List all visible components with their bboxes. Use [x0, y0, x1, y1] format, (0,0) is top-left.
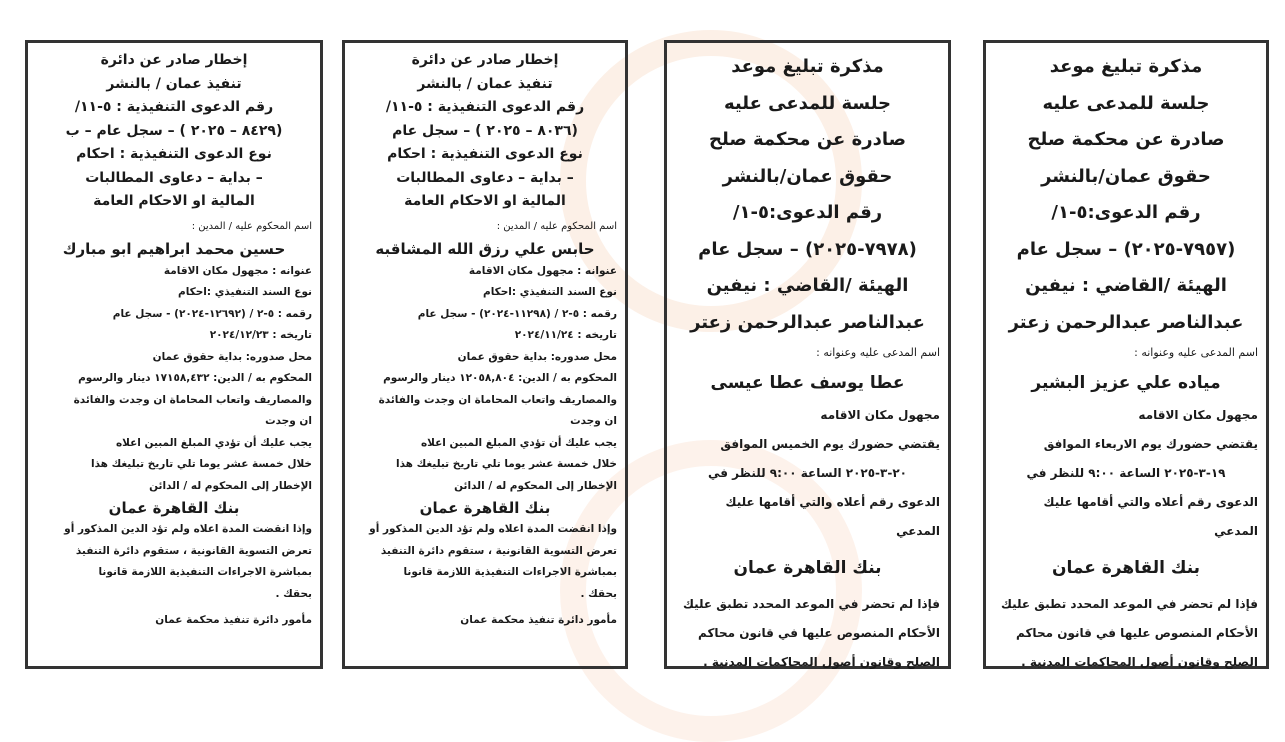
- notice-body-line: عنوانه : مجهول مكان الاقامة: [468, 264, 617, 277]
- notice-body-line: المدعي: [1214, 524, 1258, 538]
- notice-title-line: إخطار صادر عن دائرة: [411, 52, 559, 68]
- notice-title-line: رقم الدعوى:٥-١/: [1051, 202, 1201, 223]
- notice-title-line: جلسة للمدعى عليه: [723, 92, 892, 114]
- notice-title-line: المالية او الاحكام العامة: [93, 193, 255, 209]
- notice-name-line: حابس علي رزق الله المشاقبه: [375, 239, 595, 258]
- notice-body-line: وإذا انقضت المدة اعلاه ولم تؤد الدين المذكور أو: [64, 523, 312, 535]
- notice-body-line: والمصاريف واتعاب المحاماة ان وجدت والفائدة: [378, 393, 617, 406]
- notice-title-line: نوع الدعوى التنفيذية : احكام: [76, 146, 272, 162]
- notice-title-line: رقم الدعوى التنفيذية : ٥-١١/: [385, 99, 585, 115]
- notice-bank-line: بنك القاهرة عمان: [1051, 558, 1201, 578]
- notice-body-line: مجهول مكان الاقامه: [1138, 408, 1258, 422]
- notice-title-line: المالية او الاحكام العامة: [404, 193, 566, 209]
- notice-body-line: تاريخه : ٢٠٢٤/١١/٢٤: [514, 329, 617, 341]
- notice-body-line: وإذا انقضت المدة اعلاه ولم تؤد الدين المذكور أو: [369, 523, 617, 535]
- notice-title-line: مذكرة تبليغ موعد: [1049, 56, 1203, 77]
- notice-title-line: مذكرة تبليغ موعد: [731, 56, 884, 77]
- notice-hearing-2: [983, 40, 1269, 669]
- notice-name-line: مياده علي عزيز البشير: [1031, 373, 1221, 393]
- notice-title-line: (٧٩٧٨-٢٠٢٥) – سجل عام: [698, 238, 917, 260]
- notice-body-line: يجب عليك أن تؤدي المبلغ المبين اعلاه: [115, 436, 312, 449]
- notice-body-line: رقمه : ٥-٢ / (١٢٦٩٢-٢٠٢٤) - سجل عام: [112, 307, 312, 320]
- notice-body-line: فإذا لم تحضر في الموعد المحدد تطبق عليك: [682, 597, 940, 611]
- notice-body-line: يجب عليك أن تؤدي المبلغ المبين اعلاه: [420, 436, 617, 449]
- notice-body-line: يقتضي حضورك يوم الخميس الموافق: [720, 437, 940, 451]
- notice-body-line: تاريخه : ٢٠٢٤/١٢/٢٣: [209, 329, 312, 341]
- notice-title-line: صادرة عن محكمة صلح: [1027, 129, 1225, 150]
- notice-title-line: تنفيذ عمان / بالنشر: [417, 75, 553, 92]
- notice-bank-line: بنك القاهرة عمان: [419, 499, 551, 517]
- notice-body-line: الأحكام المنصوص عليها في قانون محاكم: [1016, 626, 1258, 640]
- notice-execution-1: [25, 40, 323, 669]
- notice-body-line: يقتضي حضورك يوم الاربعاء الموافق: [1043, 437, 1258, 451]
- notice-label-line: اسم المدعى عليه وعنوانه :: [816, 346, 940, 359]
- notice-body-line: الإخطار إلى المحكوم له / الدائن: [149, 479, 312, 492]
- notice-label-line: اسم المحكوم عليه / المدين :: [191, 220, 312, 232]
- notice-body-line: بحقك .: [275, 587, 312, 600]
- notice-body-line: خلال خمسة عشر يوما تلي تاريخ تبليغك هذا: [396, 458, 617, 470]
- notice-body-line: المدعي: [896, 524, 940, 538]
- notice-name-line: عطا يوسف عطا عيسى: [710, 373, 905, 393]
- notice-title-line: نوع الدعوى التنفيذية : احكام: [387, 146, 583, 162]
- notice-body-line: بمباشرة الاجراءات التنفيذية اللازمة قانونا: [98, 566, 312, 578]
- notice-title-line: – بداية – دعاوى المطالبات: [85, 169, 263, 186]
- notice-body-line: محل صدوره: بداية حقوق عمان: [152, 350, 312, 363]
- notice-body-line: الأحكام المنصوص عليها في قانون محاكم: [698, 626, 940, 640]
- notice-body-line: فإذا لم تحضر في الموعد المحدد تطبق عليك: [1000, 597, 1258, 611]
- notice-body-line: الصلح وقانون أصول المحاكمات المدنية .: [703, 655, 940, 669]
- notice-title-line: تنفيذ عمان / بالنشر: [106, 75, 242, 92]
- notice-body-line: بحقك .: [580, 587, 617, 600]
- notice-body-line: ٢٠-٣-٢٠٢٥ الساعة ٩:٠٠ للنظر في: [707, 466, 907, 480]
- notice-body-line: بمباشرة الاجراءات التنفيذية اللازمة قانونا: [403, 566, 617, 578]
- notice-body-line: الصلح وقانون أصول المحاكمات المدنية .: [1021, 655, 1258, 669]
- notice-title-line: (٨٠٣٦ – ٢٠٢٥ ) – سجل عام: [392, 122, 578, 139]
- notice-hearing-1: [664, 40, 951, 669]
- notice-title-line: عبدالناصر عبدالرحمن زعتر: [1008, 311, 1244, 333]
- notice-title-line: رقم الدعوى التنفيذية : ٥-١١/: [74, 99, 274, 115]
- notice-title-line: صادرة عن محكمة صلح: [709, 129, 906, 150]
- notice-body-line: المحكوم به / الدين: ١٧١٥٨,٤٣٢ دينار والرسوم: [78, 372, 312, 384]
- notice-body-line: محل صدوره: بداية حقوق عمان: [457, 350, 617, 363]
- notice-title-line: حقوق عمان/بالنشر: [1041, 165, 1211, 187]
- notice-body-line: رقمه : ٥-٢ / (١١٢٩٨-٢٠٢٤) - سجل عام: [417, 307, 617, 320]
- notice-execution-2: [342, 40, 628, 669]
- notice-sign-line: مأمور دائرة تنفيذ محكمة عمان: [155, 614, 312, 626]
- notice-bank-line: بنك القاهرة عمان: [733, 558, 882, 578]
- notice-title-line: الهيئة /القاضي : نيفين: [1025, 275, 1227, 296]
- notice-title-line: (٧٩٥٧-٢٠٢٥) – سجل عام: [1016, 238, 1236, 260]
- notice-body-line: تعرض التسوية القانونية ، ستقوم دائرة التنفيذ: [75, 544, 312, 557]
- notice-name-line: حسين محمد ابراهيم ابو مبارك: [62, 239, 286, 258]
- notice-label-line: اسم المحكوم عليه / المدين :: [496, 220, 617, 232]
- notice-title-line: إخطار صادر عن دائرة: [100, 52, 248, 68]
- notice-title-line: جلسة للمدعى عليه: [1042, 92, 1210, 114]
- notice-body-line: خلال خمسة عشر يوما تلي تاريخ تبليغك هذا: [91, 458, 312, 470]
- notice-body-line: عنوانه : مجهول مكان الاقامة: [163, 264, 312, 277]
- notice-body-line: تعرض التسوية القانونية ، ستقوم دائرة التنفيذ: [380, 544, 617, 557]
- notice-body-line: الإخطار إلى المحكوم له / الدائن: [454, 479, 617, 492]
- notice-title-line: – بداية – دعاوى المطالبات: [396, 169, 574, 186]
- notice-body-line: نوع السند التنفيذي :احكام: [483, 286, 617, 298]
- notice-body-line: ان وجدت: [265, 415, 312, 427]
- notice-body-line: مجهول مكان الاقامه: [820, 408, 940, 422]
- notice-body-line: المحكوم به / الدين: ١٢٠٥٨,٨٠٤ دينار والرسوم: [383, 372, 617, 384]
- notice-body-line: والمصاريف واتعاب المحاماة ان وجدت والفائدة: [73, 393, 312, 406]
- notice-title-line: عبدالناصر عبدالرحمن زعتر: [690, 311, 925, 333]
- notice-title-line: الهيئة /القاضي : نيفين: [706, 275, 909, 296]
- notice-sign-line: مأمور دائرة تنفيذ محكمة عمان: [460, 614, 617, 626]
- notice-title-line: رقم الدعوى:٥-١/: [732, 202, 883, 223]
- notice-label-line: اسم المدعى عليه وعنوانه :: [1134, 346, 1258, 359]
- notice-body-line: ان وجدت: [570, 415, 617, 427]
- notice-body-line: نوع السند التنفيذي :احكام: [178, 286, 312, 298]
- notice-title-line: حقوق عمان/بالنشر: [722, 165, 893, 187]
- notice-body-line: الدعوى رقم أعلاه والتي أقامها عليك: [1043, 495, 1258, 509]
- notice-body-line: الدعوى رقم أعلاه والتي أقامها عليك: [725, 495, 940, 509]
- notice-bank-line: بنك القاهرة عمان: [108, 499, 240, 517]
- notice-title-line: (٨٤٢٩ – ٢٠٢٥ ) – سجل عام – ب: [65, 122, 283, 139]
- notice-body-line: ١٩-٣-٢٠٢٥ الساعة ٩:٠٠ للنظر في: [1026, 466, 1226, 480]
